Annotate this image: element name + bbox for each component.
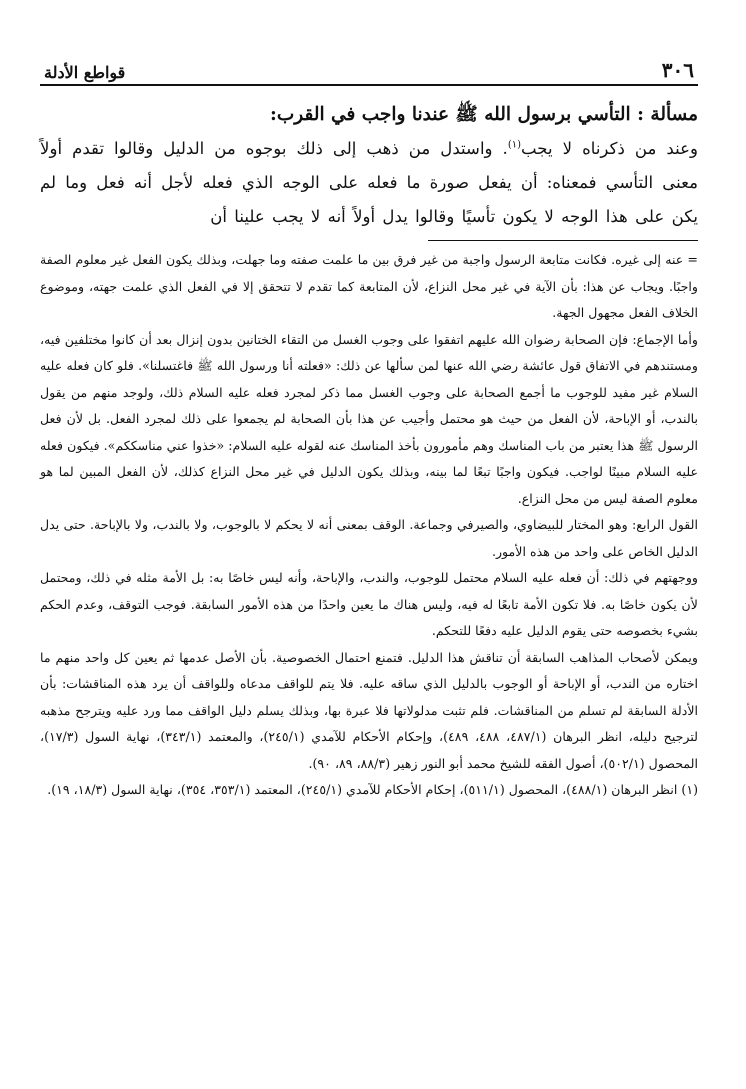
page-number: ٣٠٦ bbox=[661, 58, 694, 82]
body-text-lead: وعند من ذكرناه لا يجب bbox=[521, 139, 698, 158]
footnote-separator bbox=[428, 240, 698, 241]
footnote-continuation: = عنه إلى غيره. فكانت متابعة الرسول واجبة من غير فرق بين ما علمت صفته وما جهلت، وبذلك يكون الفعل غير معلوم الصفة واجبًا. ويجاب عن هذا: بأن الآية في غير محل النزاع، لأن المتابعة كما تقدم لا تتحقق إلا في الفعل الذي علمت جهته، وموضوع الخلاف الفعل مجهول الجهة. bbox=[40, 252, 698, 320]
footnote-reference: (١) bbox=[507, 139, 522, 151]
footnote-1: (١) انظر البرهان (٤٨٨/١)، المحصول (٥١١/١)، إحكام الأحكام للآمدي (٢٤٥/١)، المعتمد (٣٥٣/١، ٣٥٤)، نهاية السول (١٨/٣، ١٩). bbox=[47, 782, 698, 797]
running-title: قواطع الأدلة bbox=[44, 63, 126, 82]
main-text bbox=[40, 98, 698, 234]
footnotes bbox=[40, 247, 698, 804]
body-paragraph bbox=[40, 132, 698, 234]
book-page bbox=[40, 48, 698, 1058]
footnote-paragraph-argument: ووجهتهم في ذلك: أن فعله عليه السلام محتمل للوجوب، والندب، والإباحة، وأنه ليس خاصًا به: بل الأمة مثله في ذلك، ومحتمل لأن يكون خاصًا به. فلا تكون الأمة تابعًا له فيه، وليس هناك ما يعين واحدًا من هذه الأمور السابقة. فوجب التوقف، وعدم الحكم بشيء بخصوصه حتى يقوم الدليل عليه دفعًا للتحكم. bbox=[40, 570, 698, 638]
body-text-rest: . واستدل من ذهب إلى ذلك بوجوه من الدليل وقالوا تقدم أولاً معنى التأسي فمعناه: أن يفعل صورة ما فعله على الوجه الذي فعله لأجل أنه فعل وما لم يكن على هذا الوجه لا يكون تأسيًا وقالوا يدل أولاً أنه لا يجب علينا أن bbox=[40, 139, 698, 226]
footnote-paragraph-ijma: وأما الإجماع: فإن الصحابة رضوان الله عليهم اتفقوا على وجوب الغسل من التقاء الختانين بدون إنزال بعد أن كانوا مختلفين فيه، ومستندهم في الاتفاق قول عائشة رضي الله عنها لمن سألها عن ذلك: «فعلته أنا ورسول الله ﷺ فاغتسلنا». فلو كان فعله عليه السلام غير مفيد للوجوب ما أجمع الصحابة على وجوب الغسل مما ذكر لمجرد فعله عليه السلام ذلك، ولوجد منهم من يقول بالندب، أو الإباحة، لأن الفعل من حيث هو محتمل وأجيب عن هذا بأن الصحابة لم يجمعوا على ذلك لمجرد الفعل. بل لأن فعل الرسول ﷺ هذا يعتبر من باب المناسك وهم مأمورون بأخذ المناسك عنه لقوله عليه السلام: «خذوا عني مناسككم». فيكون فعله عليه السلام مبينًا لواجب. فيكون واجبًا تبعًا لما بينه، وبذلك يكون الدليل في غير محل النزاع كذلك، لأن الفعل المبين لما هو معلوم الصفة ليس من محل النزاع. bbox=[40, 331, 698, 506]
footnote-paragraph-discussion: ويمكن لأصحاب المذاهب السابقة أن تناقش هذا الدليل. فتمنع احتمال الخصوصية. بأن الأصل عدمها ثم يعين كل واحد منهم ما اختاره من الندب، أو الإباحة أو الوجوب بالدليل الذي ساقه عليه. فلا يتم للواقف مدعاه وللواقف أن يرد هذه المناقشات: بأن الأدلة السابقة لم تسلم من المناقشات. فلم تثبت مدلولاتها فلا عبرة بها، وبذلك يسلم دليل الواقف مما ورد عليه ويترجح مذهبه لترجيح دليله، انظر البرهان (٤٨٧/١، ٤٨٨، ٤٨٩)، وإحكام الأحكام للآمدي (٢٤٥/١)، والمعتمد (٣٤٣/١)، نهاية السول (١٧/٣)، المحصول (٥٠٢/١)، أصول الفقه للشيخ محمد أبو النور زهير (٨٨/٣، ٨٩، ٩٠). bbox=[40, 649, 698, 771]
section-heading: مسألة : التأسي برسول الله ﷺ عندنا واجب في القرب: bbox=[270, 104, 698, 125]
page-header bbox=[40, 48, 698, 86]
footnote-paragraph-fourth-view: القول الرابع: وهو المختار للبيضاوي، والصيرفي وجماعة. الوقف بمعنى أنه لا يحكم لا بالوجوب، ولا بالندب، ولا بالإباحة. حتى يدل الدليل الخاص على واحد من هذه الأمور. bbox=[40, 517, 698, 559]
